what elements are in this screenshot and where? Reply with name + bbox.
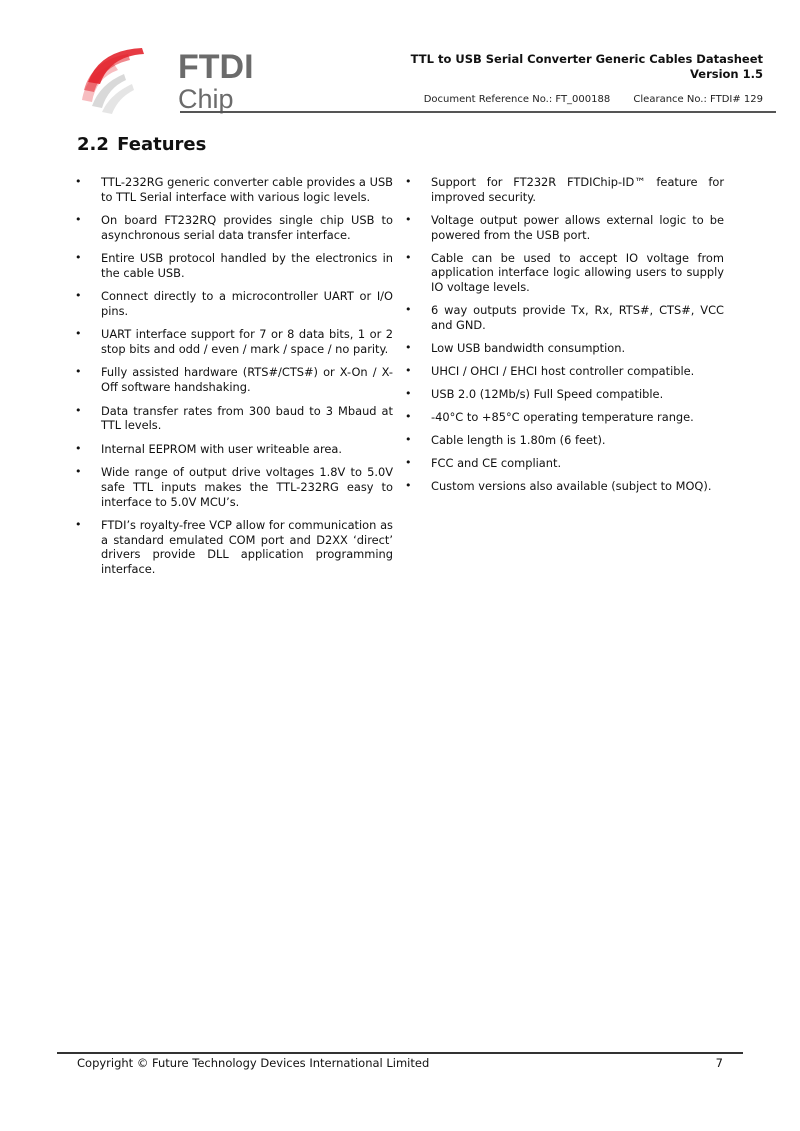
feature-text: Connect directly to a microcontroller UART or I/O pins. — [101, 289, 393, 319]
feature-text: Support for FT232R FTDIChip-ID™ feature for improved security. — [431, 175, 724, 204]
clearance-number: Clearance No.: FTDI# 129 — [633, 94, 763, 105]
feature-text: Data transfer rates from 300 baud to 3 Mbaud at TTL levels. — [101, 403, 393, 433]
feature-text: Low USB bandwidth consumption. — [431, 340, 626, 355]
document-title — [411, 52, 763, 82]
document-reference: Document Reference No.: FT_000188 — [423, 94, 611, 105]
bullet-icon: • — [405, 303, 412, 317]
feature-list-item — [405, 364, 724, 379]
bullet-icon: • — [405, 363, 412, 377]
feature-list-item — [75, 365, 393, 395]
feature-list-item — [405, 456, 724, 471]
feature-list-item — [405, 479, 724, 494]
page-number: 7 — [715, 1056, 723, 1070]
bullet-icon: • — [405, 386, 412, 400]
feature-list-item — [75, 465, 393, 509]
feature-text: Cable length is 1.80m (6 feet). — [431, 432, 606, 447]
feature-list-item — [75, 213, 393, 243]
feature-text: Fully assisted hardware (RTS#/CTS#) or X-On / X-Off software handshaking. — [101, 365, 393, 395]
document-version: Version 1.5 — [690, 67, 763, 81]
bullet-icon: • — [405, 340, 412, 354]
feature-text: FTDI’s royalty-free VCP allow for communication as a standard emulated COM port and D2XX ‘direct’ drivers provide DLL application programming interface. — [101, 517, 393, 577]
section-title: Features — [117, 134, 207, 155]
bullet-icon: • — [405, 432, 412, 446]
logo-ftdi-text: FTDI — [178, 48, 254, 86]
feature-text: Custom versions also available (subject to MOQ). — [431, 478, 712, 493]
feature-list-item — [405, 213, 724, 243]
feature-text: Voltage output power allows external logic to be powered from the USB port. — [431, 212, 724, 242]
bullet-icon: • — [75, 251, 82, 265]
feature-list-item — [405, 303, 724, 333]
bullet-icon: • — [405, 175, 412, 188]
bullet-icon: • — [405, 455, 412, 469]
ftdi-chip-logo — [80, 40, 255, 120]
bullet-icon: • — [405, 250, 412, 264]
feature-list-item — [75, 251, 393, 281]
feature-text: Entire USB protocol handled by the electronics in the cable USB. — [101, 251, 393, 280]
feature-text: FCC and CE compliant. — [431, 455, 562, 470]
bullet-icon: • — [75, 327, 82, 341]
document-reference-line — [424, 94, 763, 105]
feature-text: UART interface support for 7 or 8 data bits, 1 or 2 stop bits and odd / even / mark / space / no parity. — [101, 327, 393, 357]
document-title-line: TTL to USB Serial Converter Generic Cables Datasheet — [410, 52, 763, 66]
feature-text: On board FT232RQ provides single chip USB to asynchronous serial data transfer interface. — [101, 213, 393, 242]
feature-list-item — [75, 442, 393, 457]
bullet-icon: • — [75, 213, 82, 227]
bullet-icon: • — [75, 175, 82, 188]
logo-chip-text: Chip — [178, 84, 234, 114]
feature-text: 6 way outputs provide Tx, Rx, RTS#, CTS#, VCC and GND. — [431, 303, 724, 332]
feature-list-item — [405, 387, 724, 402]
bullet-icon: • — [75, 464, 82, 478]
bullet-icon: • — [75, 517, 82, 531]
feature-text: Wide range of output drive voltages 1.8V to 5.0V safe TTL inputs makes the TTL-232RG easy to interface to 5.0V MCU’s. — [101, 464, 393, 509]
feature-list-item — [75, 518, 393, 577]
section-number: 2.2 — [77, 134, 109, 155]
feature-list-item — [405, 251, 724, 295]
feature-list-item — [75, 175, 393, 205]
logo-swoosh-icon — [82, 48, 144, 114]
feature-text: USB 2.0 (12Mb/s) Full Speed compatible. — [431, 386, 664, 401]
feature-text: -40°C to +85°C operating temperature range. — [431, 409, 694, 424]
feature-list-item — [75, 327, 393, 357]
bullet-icon: • — [405, 409, 412, 423]
bullet-icon: • — [75, 365, 82, 379]
feature-list-item — [75, 289, 393, 319]
bullet-icon: • — [75, 441, 82, 455]
bullet-icon: • — [405, 212, 412, 226]
section-heading — [77, 134, 206, 155]
features-list-left — [75, 175, 393, 586]
feature-text: Cable can be used to accept IO voltage from application interface logic allowing users to supply IO voltage levels. — [431, 250, 724, 295]
feature-list-item — [75, 404, 393, 434]
bullet-icon: • — [75, 289, 82, 303]
footer-divider — [57, 1052, 743, 1054]
bullet-icon: • — [405, 478, 412, 492]
feature-list-item — [405, 410, 724, 425]
header-divider — [180, 111, 776, 113]
footer-copyright: Copyright © Future Technology Devices International Limited — [77, 1056, 430, 1070]
feature-list-item — [405, 341, 724, 356]
feature-text: UHCI / OHCI / EHCI host controller compatible. — [431, 363, 695, 378]
feature-text: TTL-232RG generic converter cable provides a USB to TTL Serial interface with various logic levels. — [101, 175, 393, 204]
bullet-icon: • — [75, 403, 82, 417]
features-list-right — [405, 175, 724, 502]
feature-text: Internal EEPROM with user writeable area. — [101, 441, 343, 456]
feature-list-item — [405, 175, 724, 205]
feature-list-item — [405, 433, 724, 448]
